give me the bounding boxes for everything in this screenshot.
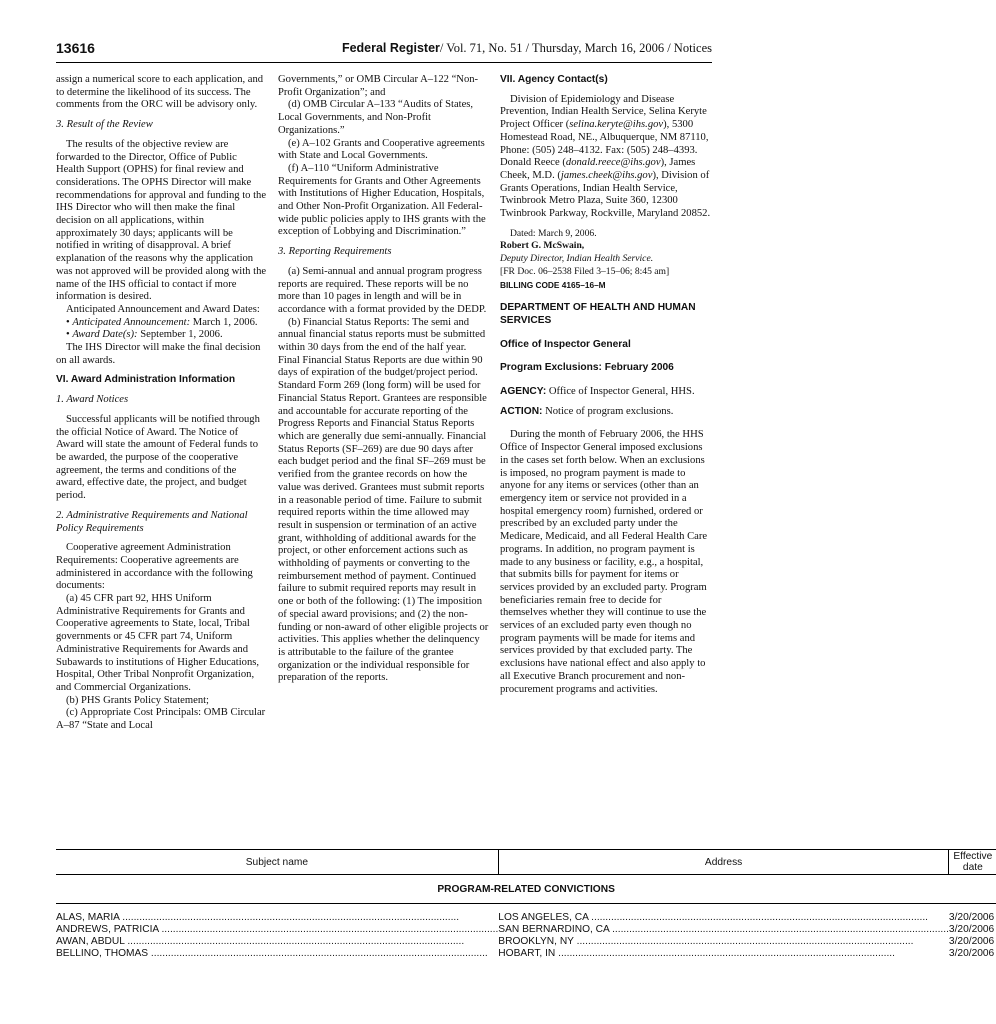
agency-label: AGENCY: (500, 386, 547, 398)
fr-doc-line: [FR Doc. 06–2538 Filed 3–15–06; 8:45 am] (500, 265, 670, 277)
paragraph: The results of the objective review are forwarded to the Director, Office of Public Health Support (OPHS) for final review and considerations. The OPHS Director will make recommendations for approval and funding to the IHS Director who will then make the final decision on all applications, within approximately 30 days; applicants will be notified in writing of disapproval. A brief explanation of the reasons why the application was not approved will be provided along with the name of the IHS official to contact if more information is desired. (56, 138, 267, 303)
subject-name: AWAN, ABDUL ..... (56, 936, 498, 948)
column-header-address: Address (498, 850, 949, 875)
effective-date: 3/20/2006 (948, 924, 995, 935)
publication-name: Federal Register (341, 41, 440, 55)
paragraph: (a) 45 CFR part 92, HHS Uniform Administrative Requirements for Grants and Cooperative agreements to State, local, Tribal governments or 45 CFR part 74, Uniform Administrative Requirements for Awards and Subawards to institutions of Higher Educations, Hospital, Other Tribal Nonprofit Organization, and Commercial Organizations. (56, 593, 260, 693)
bullet-text: September 1, 2006. (137, 329, 223, 341)
contact-paragraph (500, 94, 711, 221)
bullet-item: • Anticipated Announcement: March 1, 2006. (66, 316, 258, 328)
agency-line (500, 386, 711, 399)
signer-name: Robert G. McSwain, (500, 240, 585, 252)
bullet-text: March 1, 2006. (190, 316, 258, 328)
action-text: Notice of program exclusions. (542, 405, 674, 417)
email-link[interactable]: donald.reece@ihs.gov (565, 157, 661, 169)
section-heading: VI. Award Administration Information (56, 374, 236, 386)
paragraph: Cooperative agreement Administration Requirements: Cooperative agreements are administered in accordance with the following documents: (56, 542, 253, 592)
paragraph: (c) Appropriate Cost Principals: OMB Circular A–87 “State and Local (56, 707, 266, 732)
paragraph: During the month of February 2006, the HHS Office of Inspector General imposed exclusions in the cases set forth below. When an exclusions is imposed, no program payment is made to anyone for any items or services (other than an emergency item or service not provided in a hospital emergency room) furnished, ordered or prescribed by an excluded party under the Medicare, Medicaid, and all Federal Health Care programs. In addition, no program payment is made to any business or facility, e.g., a hospital, that submits bills for payment for items or services provided by an excluded party. Program beneficiaries remain free to decide for themselves whether they will continue to use the services of an excluded party even though no program payments will be made for items and services provided by that excluded party. The exclusions have national effect and also apply to all Executive Branch procurement and non-procurement programs and activities. (500, 429, 708, 695)
contact-text: ), 5300 Homestead Road, NE., Albuquerque, NM 87110, Phone: (505) 248–4132. Fax: (505) 248–4393. Donald Reece ( (500, 119, 709, 169)
dated-line: Dated: March 9, 2006. (510, 227, 597, 239)
column-3 (500, 74, 711, 696)
signer-title: Deputy Director, Indian Health Service. (500, 253, 654, 265)
paragraph: Governments,” or OMB Circular A–122 “Non-Profit Organization”; and (278, 74, 479, 98)
issue-details: / Vol. 71, No. 51 / Thursday, March 16, 2006 / Notices (439, 41, 712, 55)
bullet-label: Anticipated Announcement: (72, 316, 191, 328)
subject-address: SAN BERNARDINO, CA ..... (498, 924, 949, 936)
action-label: ACTION: (500, 405, 543, 417)
action-line (500, 406, 711, 419)
running-head (342, 41, 712, 56)
paragraph: (b) Financial Status Reports: The semi and annual financial status reports must be submitted within 30 days from the end of the half year. Final Financial Status Reports are due within 90 days of expiration of the budget/project period. Standard Form 269 (long form) will be used for Financial Status Report. Grantees are responsible and accountable for accurate reporting of the Progress Reports and Financial Status Reports which are generally due semi-annually. Financial Status Reports (SF–269) are due 90 days after each budget period and the final SF–269 must be verified from the grantee records on how the value was derived. Grantees must submit reports in a reasonable period of time. Failure to submit required reports within the time allowed may result in suspension or termination of an active grant, withholding of additional awards for the project, or other enforcement actions such as withholding of payments or converting to the reimbursement method of payment. Continued failure to submit required reports may result in one or both of the following: (1) The imposition of special award provisions; and (2) the non-funding or non-award of other eligible projects or activities. This applies whether the delinquency is attributable to the failure of the grantee organization or the individual responsible for preparation of the reports. (278, 316, 489, 684)
effective-date: 3/20/2006 (948, 948, 995, 959)
email-link[interactable]: selina.keryte@ihs.gov (569, 119, 664, 131)
bullet-label: Award Date(s): (72, 329, 138, 341)
bullet-item: • Award Date(s): September 1, 2006. (66, 329, 223, 341)
section-heading: 1. Award Notices (56, 394, 129, 406)
paragraph: (b) PHS Grants Policy Statement; (66, 694, 210, 706)
page-header (56, 40, 712, 60)
subject-name: ANDREWS, PATRICIA ..... (56, 924, 498, 936)
effective-date: 3/20/2006 (948, 912, 995, 923)
contact-text: Division of Epidemiology and Disease Prevention, Indian Health Service, Selina Keryte Project Officer ( (500, 93, 707, 131)
paragraph: (a) Semi-annual and annual program progress reports are required. These reports will be no more than 10 pages in length and will be in accordance with a format provided by the DEDP. (278, 265, 487, 315)
subject-address: BROOKLYN, NY ..... (498, 936, 949, 948)
paragraph: assign a numerical score to each application, and to determine the likelihood of its success. The comments from the ORC will be advisory only. (56, 74, 264, 111)
section-heading: 3. Result of the Review (56, 119, 153, 131)
email-link[interactable]: james.cheek@ihs.gov (560, 169, 653, 181)
paragraph: (e) A–102 Grants and Cooperative agreements with State and Local Governments. (278, 137, 485, 162)
subject-address: HOBART, IN ..... (498, 948, 949, 960)
notice-title: Program Exclusions: February 2006 (500, 362, 674, 374)
section-heading: 3. Reporting Requirements (278, 246, 392, 258)
billing-code: BILLING CODE 4165–16–M (500, 279, 606, 290)
column-header-date: Effective date (949, 850, 996, 875)
table-row (56, 936, 996, 948)
subject-address: LOS ANGELES, CA ..... (498, 912, 949, 924)
paragraph: (f) A–110 “Uniform Administrative Requirements for Grants and Other Agreements with Institutions of Higher Education, Hospitals, and Other Non-Profit Organization. All Federal-wide public policies apply to IHS grants with the exception of Lobbying and Discrimination.” (278, 162, 486, 238)
subject-name: BELLINO, THOMAS ..... (56, 948, 498, 960)
contact-text: ), Division of Grants Operations, Indian Health Service, Twinbrook Metro Plaza, Suite 360, 12300 Twinbrook Parkway, Rockville, Maryland 20852. (500, 169, 711, 220)
department-heading: DEPARTMENT OF HEALTH AND HUMAN SERVICES (500, 302, 696, 326)
column-header-subject: Subject name (56, 850, 498, 875)
section-heading: 2. Administrative Requirements and National Policy Requirements (56, 509, 248, 534)
category-row (56, 875, 996, 904)
header-rule (56, 62, 712, 63)
page-number: 13616 (56, 40, 95, 56)
exclusions-table (56, 849, 996, 960)
category-label: PROGRAM-RELATED CONVICTIONS (56, 875, 996, 904)
paragraph: (d) OMB Circular A–133 “Audits of States, Local Governments, and Non-Profit Organizations.” (278, 99, 474, 136)
paragraph: The IHS Director will make the final decision on all awards. (56, 342, 261, 366)
subject-name: ALAS, MARIA ..... (56, 912, 498, 924)
table-header-row (56, 850, 996, 875)
table-row (56, 948, 996, 960)
section-heading: VII. Agency Contact(s) (500, 74, 608, 85)
table-row (56, 924, 996, 936)
column-2 (278, 74, 489, 685)
contact-text: ), James Cheek, M.D. ( (500, 157, 696, 181)
paragraph: Anticipated Announcement and Award Dates: (66, 303, 260, 315)
column-1 (56, 74, 267, 733)
table-row (56, 912, 996, 924)
office-heading: Office of Inspector General (500, 338, 631, 350)
effective-date: 3/20/2006 (948, 936, 995, 947)
paragraph: Successful applicants will be notified through the official Notice of Award. The Notice of Award will state the amount of Federal funds to be awarded, the purpose of the cooperative agreement, the terms and conditions of the award, effective date, the project, and budget period. (56, 413, 260, 502)
agency-text: Office of Inspector General, HHS. (546, 386, 695, 398)
